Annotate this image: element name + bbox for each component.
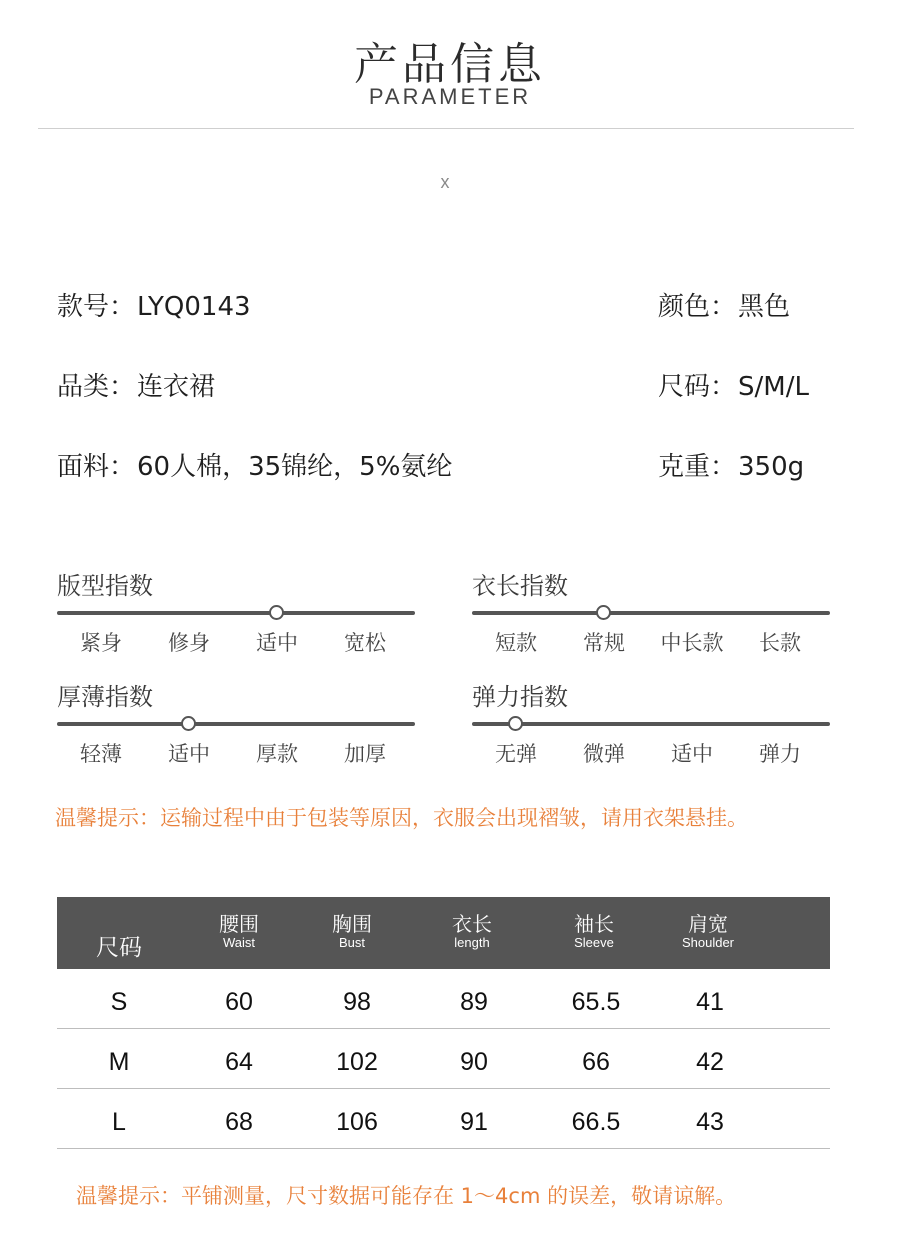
table-header-cell	[539, 897, 649, 951]
index-option: 短款	[495, 631, 537, 655]
table-header-cell	[653, 897, 763, 951]
index-title: 厚薄指数	[57, 683, 153, 711]
info-category	[57, 366, 215, 403]
info-color	[658, 286, 790, 323]
index-option: 紧身	[80, 631, 122, 655]
info-value: 350g	[738, 452, 805, 482]
cell-value: 98	[343, 988, 371, 1016]
info-label: 品类：	[57, 372, 136, 402]
header-cn: 衣长	[452, 912, 492, 936]
info-value: 连衣裙	[137, 372, 216, 402]
cell-size: M	[108, 1048, 130, 1076]
table-header-cell	[297, 897, 407, 951]
index-option: 无弹	[495, 742, 537, 766]
index-option: 适中	[256, 631, 298, 655]
cell-value: 89	[460, 988, 488, 1016]
table-header-size: 尺码	[96, 935, 142, 961]
size-table	[57, 897, 830, 1149]
header-cn: 袖长	[574, 912, 614, 936]
info-value: 60人棉，35锦纶，5%氨纶	[137, 452, 453, 482]
cell-value: 41	[696, 988, 724, 1016]
index-option: 修身	[168, 631, 210, 655]
cell-value: 102	[336, 1048, 378, 1076]
index-option: 长款	[759, 631, 801, 655]
info-value: LYQ0143	[137, 292, 251, 322]
cell-value: 91	[460, 1108, 488, 1136]
cell-value: 68	[225, 1108, 253, 1136]
cell-value: 64	[225, 1048, 253, 1076]
cell-value: 106	[336, 1108, 378, 1136]
index-option: 弹力	[759, 742, 801, 766]
info-style-no	[57, 286, 251, 323]
info-label: 尺码：	[658, 372, 737, 402]
table-row	[57, 1029, 830, 1089]
header-en: Shoulder	[681, 935, 735, 950]
header-en: Sleeve	[574, 935, 614, 950]
index-track	[472, 611, 830, 615]
info-label: 面料：	[57, 452, 136, 482]
header-cn: 腰围	[219, 912, 259, 936]
index-option: 中长款	[660, 631, 724, 655]
cell-value: 60	[225, 988, 253, 1016]
index-elasticity	[472, 677, 830, 768]
index-option: 轻薄	[80, 742, 122, 766]
cell-size: L	[112, 1108, 126, 1136]
cell-size: S	[110, 988, 128, 1016]
index-track	[472, 722, 830, 726]
cell-value: 42	[696, 1048, 724, 1076]
page-title: 产品信息	[354, 39, 546, 90]
index-title: 衣长指数	[472, 572, 568, 600]
header-en: Waist	[222, 935, 256, 950]
page-subtitle: PARAMETER	[368, 84, 532, 109]
index-option: 微弹	[583, 742, 625, 766]
index-knob	[508, 716, 523, 731]
index-option: 常规	[583, 631, 625, 655]
index-fit	[57, 566, 415, 657]
index-thickness	[57, 677, 415, 768]
header-cn: 肩宽	[688, 912, 728, 936]
table-header-cell	[417, 897, 527, 951]
index-track	[57, 722, 415, 726]
info-value: 黑色	[738, 292, 791, 322]
cell-value: 43	[696, 1108, 724, 1136]
separator-mark: x	[440, 172, 450, 192]
info-label: 颜色：	[658, 292, 737, 322]
table-row	[57, 1089, 830, 1149]
info-label: 款号：	[57, 292, 136, 322]
cell-value: 90	[460, 1048, 488, 1076]
info-weight	[658, 446, 804, 483]
index-option: 宽松	[344, 631, 386, 655]
index-knob	[269, 605, 284, 620]
info-value: S/M/L	[738, 372, 809, 402]
index-option: 适中	[168, 742, 210, 766]
index-track	[57, 611, 415, 615]
header-en: Bust	[338, 935, 365, 950]
header-en: length	[454, 935, 490, 950]
index-title: 版型指数	[57, 572, 153, 600]
index-length	[472, 566, 830, 657]
info-size	[658, 366, 809, 403]
index-knob	[181, 716, 196, 731]
index-knob	[596, 605, 611, 620]
header-divider	[38, 128, 854, 129]
cell-value: 66.5	[571, 1108, 621, 1136]
table-header-cell	[181, 897, 297, 951]
tip-wrinkle-notice: 温馨提示：运输过程中由于包装等原因，衣服会出现褶皱，请用衣架悬挂。	[55, 806, 748, 830]
index-option: 厚款	[256, 742, 298, 766]
tip-measurement-notice: 温馨提示：平铺测量，尺寸数据可能存在 1～4cm 的误差，敬请谅解。	[76, 1184, 737, 1208]
table-header	[57, 897, 830, 969]
cell-value: 66	[582, 1048, 610, 1076]
cell-value: 65.5	[571, 988, 621, 1016]
index-option: 加厚	[344, 742, 386, 766]
table-row	[57, 969, 830, 1029]
index-option: 适中	[671, 742, 713, 766]
info-label: 克重：	[658, 452, 737, 482]
index-title: 弹力指数	[472, 683, 568, 711]
info-fabric	[57, 446, 452, 483]
header-cn: 胸围	[332, 912, 372, 936]
